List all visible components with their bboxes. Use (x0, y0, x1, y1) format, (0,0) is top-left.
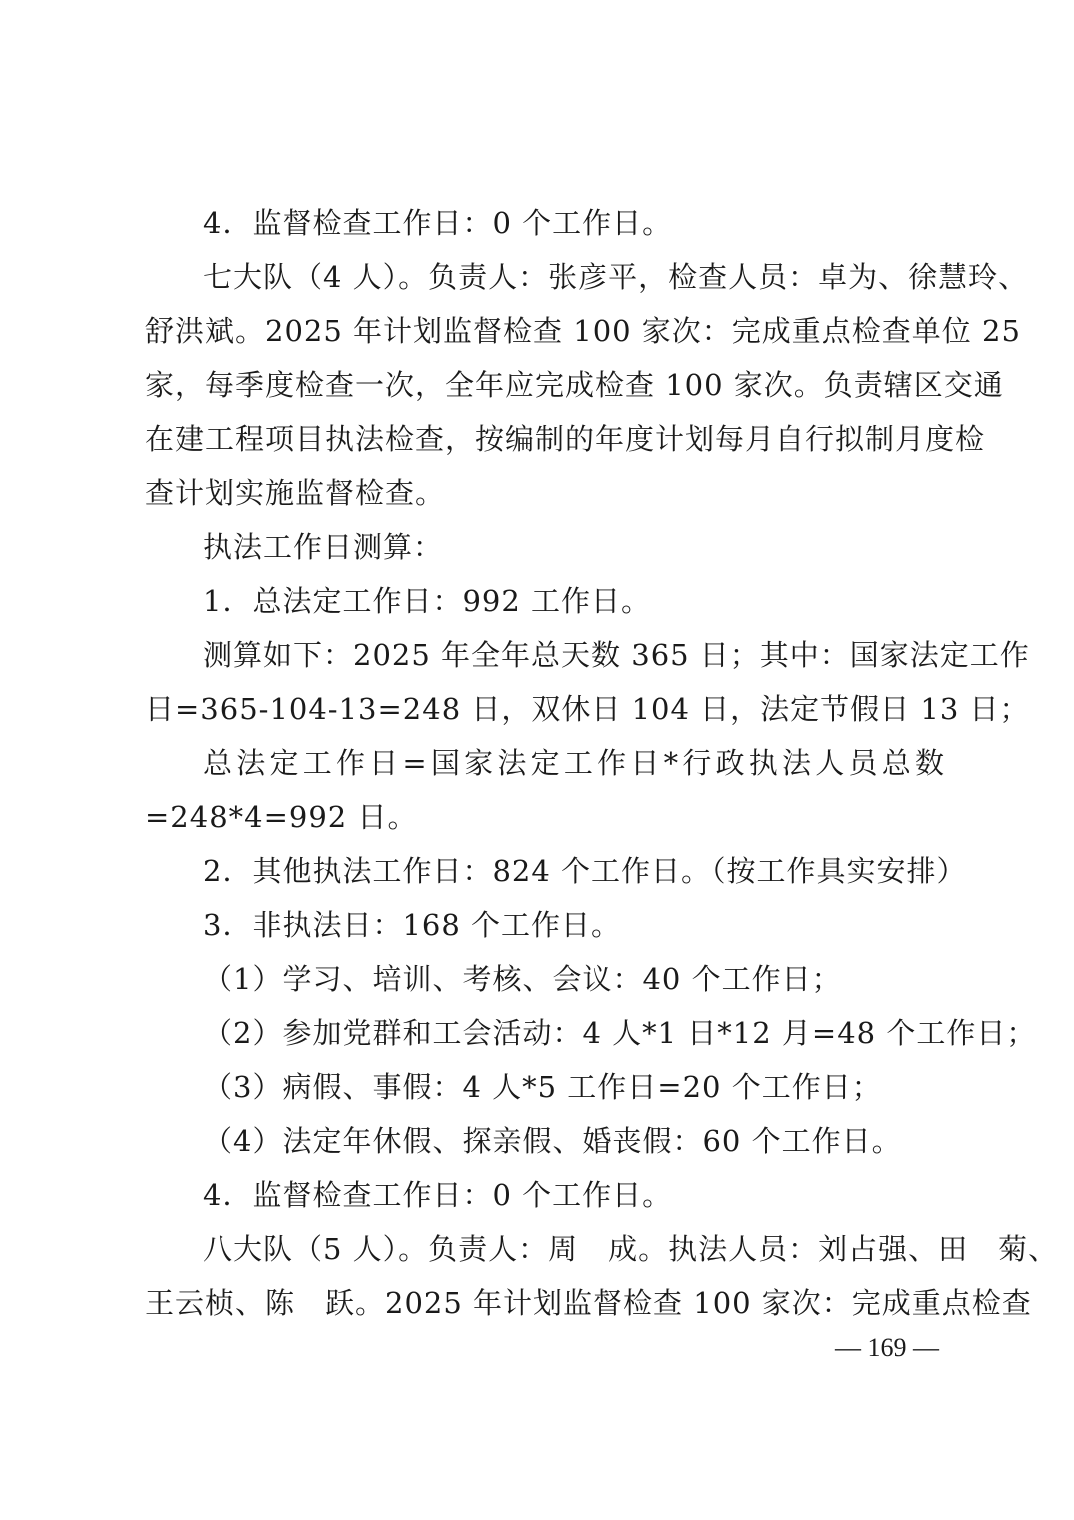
text-line: 4．监督检查工作日：0 个工作日。 (203, 206, 673, 240)
text-line: 1．总法定工作日：992 工作日。 (203, 584, 652, 618)
text-line: =248*4=992 日。 (145, 800, 418, 834)
text-line: 八大队（5 人）。负责人：周 成。执法人员：刘占强、田 菊、 (203, 1232, 1059, 1266)
page-number: — 169 — (835, 1333, 939, 1362)
text-line: 在建工程项目执法检查，按编制的年度计划每月自行拟制月度检 (145, 422, 986, 456)
text-line: （1）学习、培训、考核、会议：40 个工作日； (203, 962, 842, 996)
text-line: 查计划实施监督检查。 (145, 476, 446, 510)
text-line: （2）参加党群和工会活动：4 人*1 日*12 月=48 个工作日； (203, 1016, 1037, 1050)
text-line: 2．其他执法工作日：824 个工作日。（按工作具实安排） (203, 854, 967, 888)
text-line: 3．非执法日：168 个工作日。 (203, 908, 622, 942)
text-line: 测算如下：2025 年全年总天数 365 日；其中：国家法定工作 (203, 638, 1030, 672)
text-line: （4）法定年休假、探亲假、婚丧假：60 个工作日。 (203, 1124, 902, 1158)
text-line: 家，每季度检查一次，全年应完成检查 100 家次。负责辖区交通 (145, 368, 1004, 402)
text-line: 王云桢、陈 跃。2025 年计划监督检查 100 家次：完成重点检查 (145, 1286, 1032, 1320)
text-line: （3）病假、事假：4 人*5 工作日=20 个工作日； (203, 1070, 882, 1104)
text-line: 日=365-104-13=248 日，双休日 104 日，法定节假日 13 日； (145, 692, 1030, 726)
text-line: 七大队（4 人）。负责人：张彦平，检查人员：卓为、徐慧玲、 (203, 260, 1029, 294)
text-line: 总法定工作日=国家法定工作日*行政执法人员总数 (203, 746, 945, 780)
text-line: 执法工作日测算： (203, 530, 444, 564)
text-line: 4．监督检查工作日：0 个工作日。 (203, 1178, 673, 1212)
text-line: 舒洪斌。2025 年计划监督检查 100 家次：完成重点检查单位 25 (145, 314, 1021, 348)
